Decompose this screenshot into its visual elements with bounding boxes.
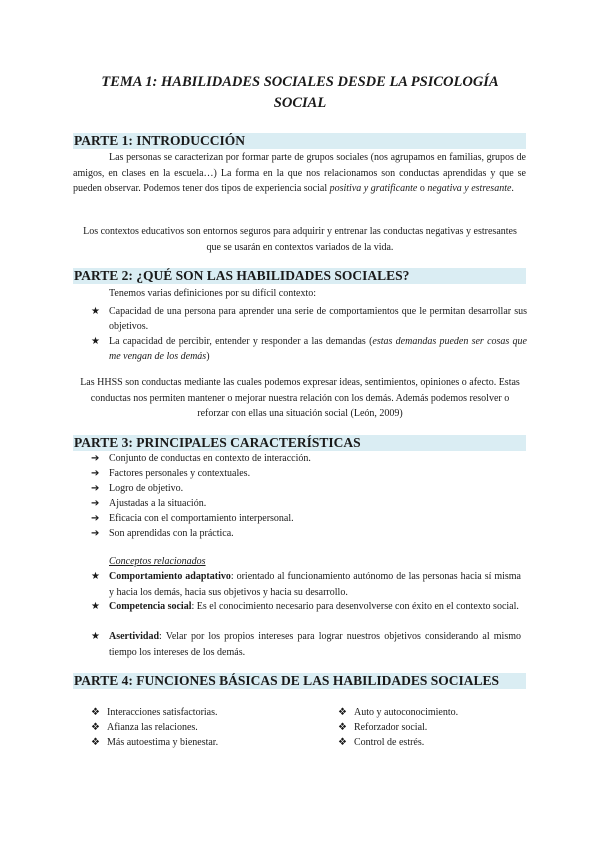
concept-term: Asertividad (109, 631, 159, 642)
diamond-bullet-icon: ❖ (91, 722, 100, 733)
arrow-bullet-icon: ➔ (91, 483, 100, 494)
parte-2-definition-1-text: Capacidad de una persona para aprender una serie de comportamientos que le permitan desarrollar sus objetivos. (109, 306, 527, 332)
parte-2-definition-1 (91, 304, 527, 335)
concept-term: Comportamiento adaptativo (109, 571, 231, 582)
concept-term: Competencia social (109, 601, 192, 612)
concept-item: ★ Comportamiento adaptativo: orientado al funcionamiento autónomo de las personas hacia sí misma y hacia los demás, hacia sus objetivos y hacia su desarrollo. (91, 571, 521, 598)
characteristic-item: ➔ Eficacia con el comportamiento interpersonal. (91, 513, 294, 524)
characteristic-item: ➔ Ajustadas a la situación. (91, 498, 207, 509)
characteristic-item: ➔ Logro de objetivo. (91, 483, 184, 494)
diamond-bullet-icon: ❖ (338, 707, 347, 718)
parte-1-emphasis-negative: negativa y estresante (427, 183, 512, 194)
section-heading-parte-1: PARTE 1: INTRODUCCIÓN (73, 133, 526, 149)
concept-item: ★ Asertividad: Velar por los propios intereses para lograr nuestros objetivos considerando al mismo tiempo los intereses de los demás. (91, 631, 521, 658)
diamond-bullet-icon: ❖ (91, 707, 100, 718)
arrow-bullet-icon: ➔ (91, 468, 100, 479)
parte-1-emphasis-positive: positiva y gratificante (329, 183, 418, 194)
arrow-bullet-icon: ➔ (91, 453, 100, 464)
diamond-bullet-icon: ❖ (338, 722, 347, 733)
document-title: TEMA 1: HABILIDADES SOCIALES DESDE LA PSICOLOGÍA SOCIAL (101, 74, 499, 111)
star-bullet-icon: ★ (91, 631, 100, 642)
parte-1-text-c: . (511, 183, 514, 194)
parte-1-text-a: Las personas se caracterizan por formar parte de grupos sociales (nos agrupamos en familias, grupos de amigos, en clases en la escuela…) La forma en la que nos relacionamos son conductas aprendidas y que se pueden observar. Podemos tener dos tipos de experiencia social (73, 152, 526, 194)
parte-2-definition-2 (91, 334, 527, 365)
parte-2-intro: Tenemos varias definiciones por su difícil contexto: (109, 288, 317, 299)
section-heading-parte-3: PARTE 3: PRINCIPALES CARACTERÍSTICAS (73, 435, 526, 451)
concept-item: ★ Competencia social: Es el conocimiento necesario para desenvolverse con éxito en el contexto social. (91, 599, 521, 615)
section-heading-parte-4: PARTE 4: FUNCIONES BÁSICAS DE LAS HABILIDADES SOCIALES (73, 673, 526, 689)
star-bullet-icon: ★ (91, 336, 100, 347)
parte-1-paragraph-1 (73, 150, 526, 197)
star-bullet-icon: ★ (91, 571, 100, 582)
section-heading-parte-2: PARTE 2: ¿QUÉ SON LAS HABILIDADES SOCIALES? (73, 268, 526, 284)
document-page: TEMA 1: HABILIDADES SOCIALES DESDE LA PSICOLOGÍA SOCIAL PARTE 1: INTRODUCCIÓN Las personas se caracterizan por formar parte de grupos sociales (nos agrupamos en familias, grupos de amigos, en clases en la escuela…) La forma en la que nos relacionamos son conductas aprendidas y que se pueden observar. Podemos tener dos tipos de experiencia social positiva y gratificante o negativa y estresante. Los contextos educativos son entornos seguros para adquirir y entrenar las conductas negativas y estresantes que se usarán en contextos variados de la vida. PARTE 2: ¿QUÉ SON LAS HABILIDADES SOCIALES? Tenemos varias definiciones por su difícil contexto: ★ Capacidad de una persona para aprender una serie de comportamientos que le permitan desarrollar sus objetivos. ★ La capacidad de percibir, entender y responder a las demandas (estas demandas pueden ser cosas que me vengan de los demás) Las HHSS son conductas mediante las cuales podemos expresar ideas, sentimientos, opiniones o afecto. Estas conductas nos permiten mantener o mejorar nuestra relación con los demás. Además podemos resolver o reforzar con ellas una situación social (León, 2009) PARTE 3: PRINCIPALES CARACTERÍSTICAS ➔ Conjunto de conductas en contexto de interacción. ➔ Factores personales y contextuales. ➔ Logro de objetivo. ➔ Ajustadas a la situación. ➔ Eficacia con el comportamiento interpersonal. ➔ Son aprendidas con la práctica. Conceptos relacionados ★ Comportamiento adaptativo: orientado al funcionamiento autónomo de las personas hacia sí misma y hacia los demás, hacia sus objetivos y hacia su desarrollo. ★ Competencia social: Es el conocimiento necesario para desenvolverse con éxito en el contexto social. ★ Asertividad: Velar por los propios intereses para lograr nuestros objetivos considerando al mismo tiempo los intereses de los demás. PARTE 4: FUNCIONES BÁSICAS DE LAS HABILIDADES SOCIALES ❖ Interacciones satisfactorias. ❖ Afianza las relaciones. ❖ Más autoestima y bienestar. ❖ Auto y autoconocimiento. ❖ Reforzador social. ❖ Control de estrés. (73, 74, 527, 748)
parte-2-emphasis: estas demandas pueden ser cosas que me vengan de los demás (109, 336, 527, 362)
arrow-bullet-icon: ➔ (91, 513, 100, 524)
star-bullet-icon: ★ (91, 306, 100, 317)
parte-2-closing: Las HHSS son conductas mediante las cuales podemos expresar ideas, sentimientos, opiniones o afecto. Estas conductas nos permiten mantener o mejorar nuestra relación con los demás. Además podemos resolver o reforzar con ellas una situación social (León, 2009) (80, 377, 520, 419)
diamond-bullet-icon: ❖ (338, 737, 347, 748)
parte-1-paragraph-2: Los contextos educativos son entornos seguros para adquirir y entrenar las conductas negativas y estresantes que se usarán en contextos variados de la vida. (83, 226, 517, 253)
parte-1-text-b: o (417, 183, 428, 194)
parte-2-definition-2-text: La capacidad de percibir, entender y responder a las demandas (estas demandas pueden ser cosas que me vengan de los demás) (109, 336, 527, 362)
related-concepts-heading: Conceptos relacionados (109, 556, 206, 567)
characteristic-item: ➔ Factores personales y contextuales. (91, 468, 251, 479)
diamond-bullet-icon: ❖ (91, 737, 100, 748)
arrow-bullet-icon: ➔ (91, 498, 100, 509)
star-bullet-icon: ★ (91, 601, 100, 612)
characteristic-item: ➔ Son aprendidas con la práctica. (91, 528, 234, 539)
characteristic-item: ➔ Conjunto de conductas en contexto de interacción. (91, 453, 311, 464)
arrow-bullet-icon: ➔ (91, 528, 100, 539)
